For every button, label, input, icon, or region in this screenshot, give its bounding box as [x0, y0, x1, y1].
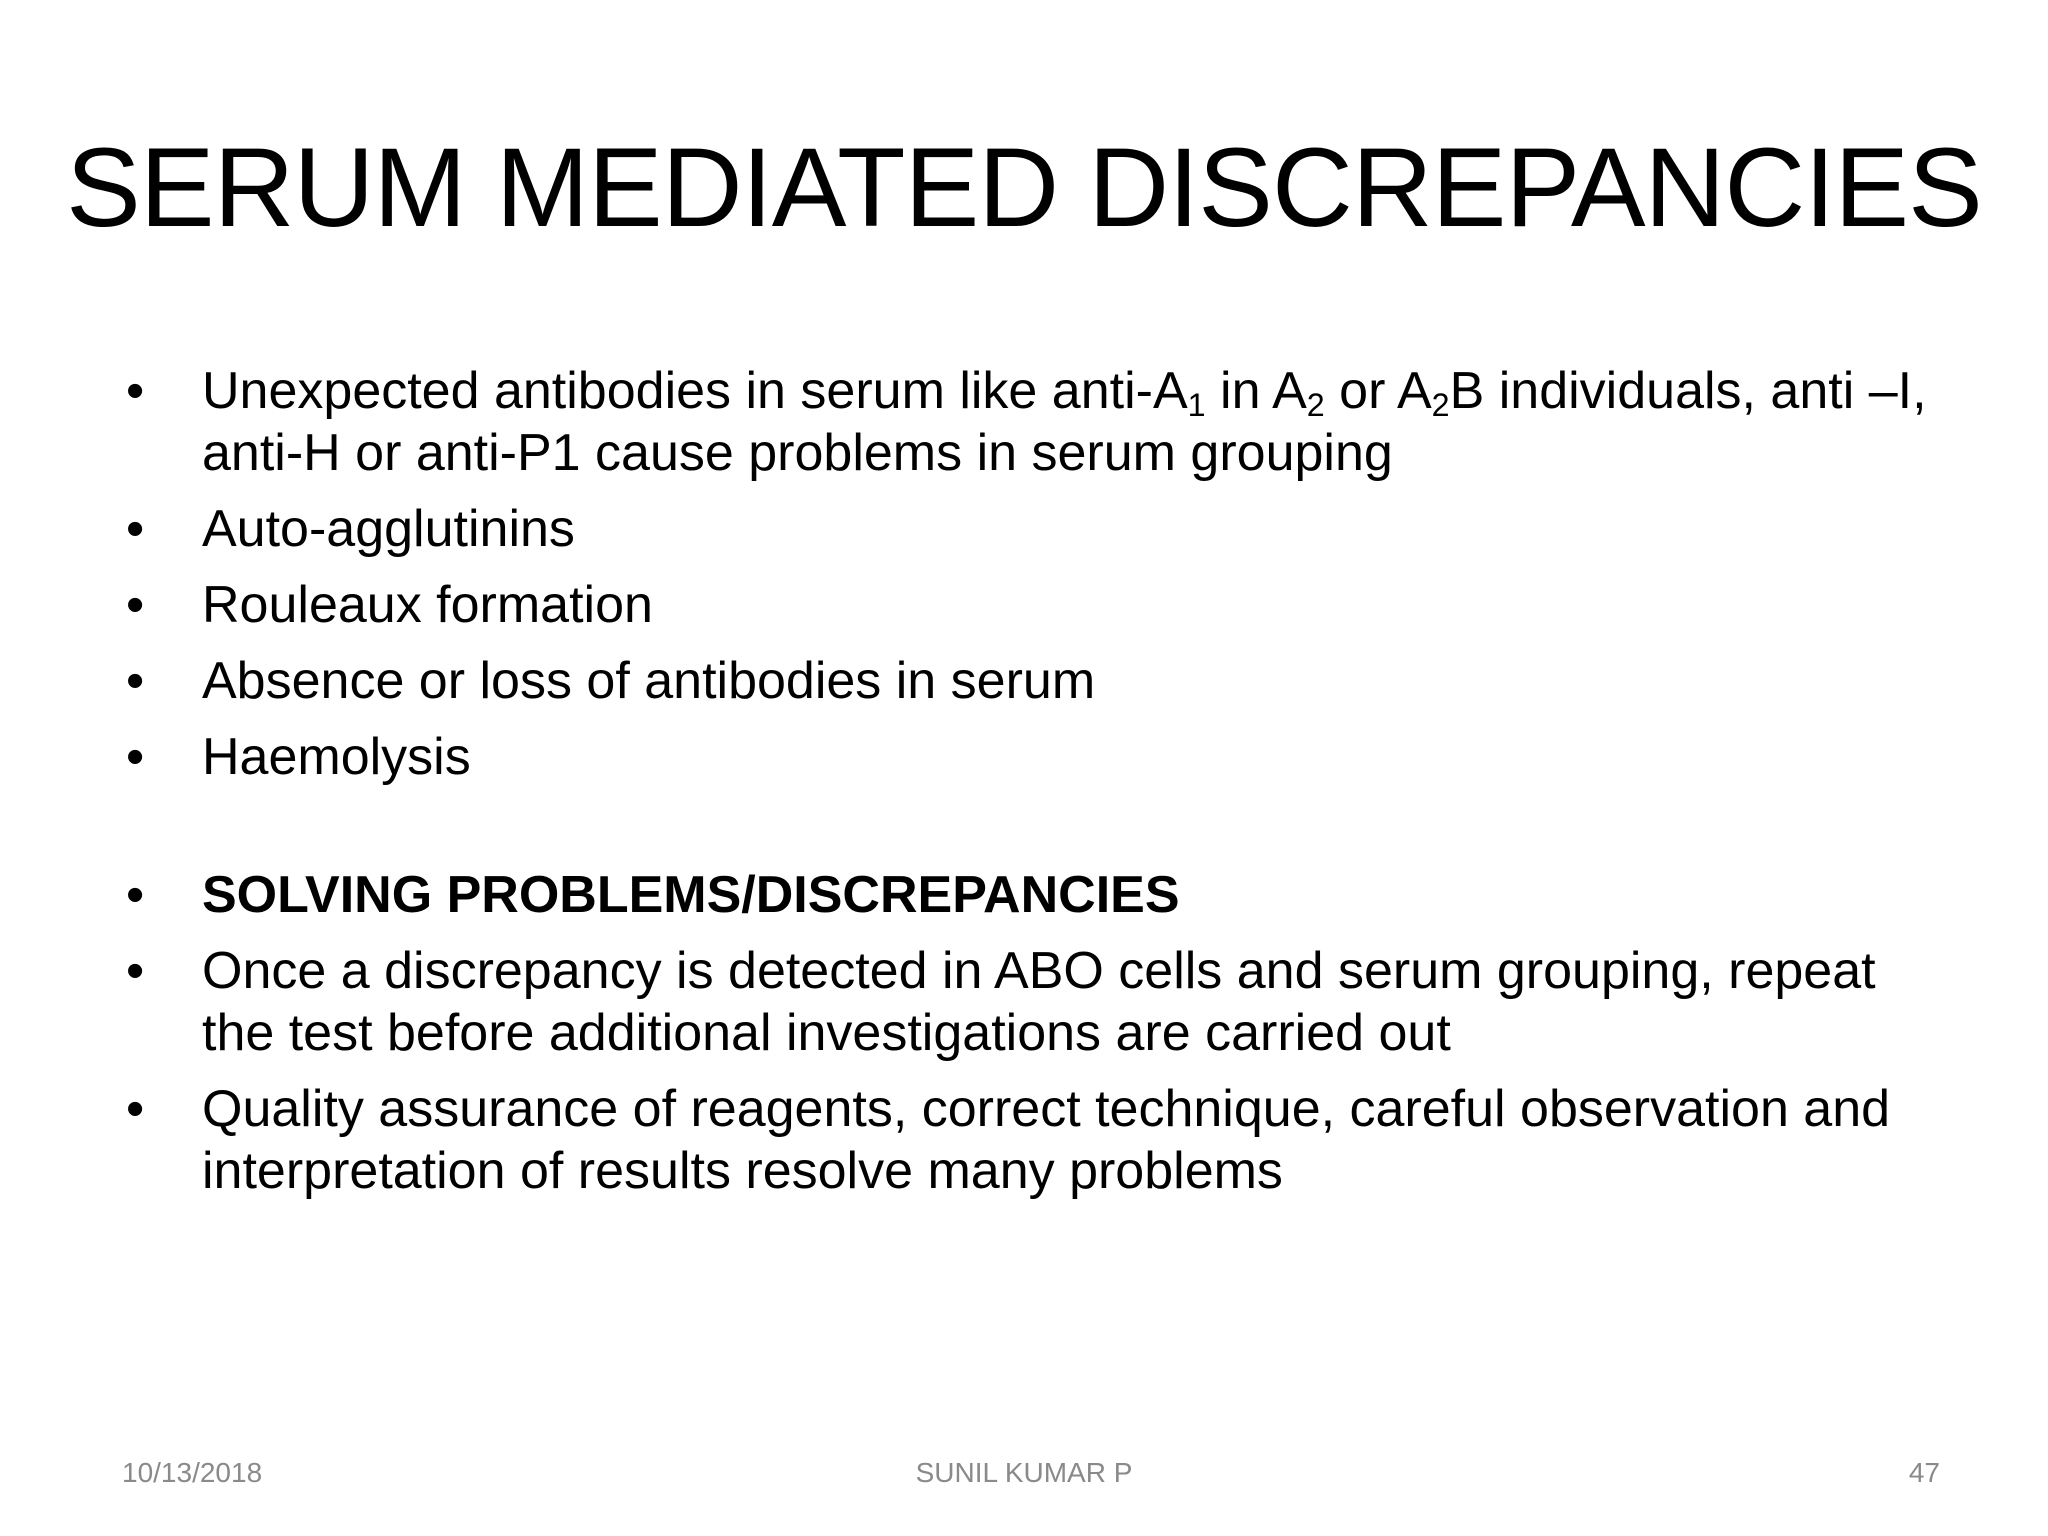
bullet-dot: •: [126, 652, 145, 710]
footer-author: SUNIL KUMAR P: [915, 1457, 1133, 1488]
bullet-text: Rouleaux formation: [202, 576, 653, 634]
bullet-text: Once a discrepancy is detected in ABO cells and serum grouping, repeat the test before additional investigations are carried out: [202, 942, 1876, 1062]
bullet-text: Absence or loss of antibodies in serum: [202, 652, 1096, 710]
bullet-text: Haemolysis: [202, 728, 471, 786]
bullet-item: [118, 498, 1958, 560]
bullet-item: [118, 940, 1958, 1064]
solving-heading-item: [118, 864, 1958, 926]
bullet-dot: •: [126, 866, 145, 924]
bullet-dot: •: [126, 362, 145, 420]
slide-title: SERUM MEDIATED DISCREPANCIES: [66, 125, 1982, 250]
bullet-dot: •: [126, 942, 145, 1000]
bullet-text: Quality assurance of reagents, correct technique, careful observation and interpretation of results resolve many problems: [202, 1080, 1891, 1200]
bullet-dot: •: [126, 576, 145, 634]
bullet-item: [118, 726, 1958, 788]
solving-heading: SOLVING PROBLEMS/DISCREPANCIES: [202, 866, 1180, 924]
bullet-text: Unexpected antibodies in serum like anti-$A_1$ in $A_2$ or $A_2B$ individuals, anti –I, anti-H or anti-P1 cause problems in serum grouping: [202, 362, 1927, 482]
bullet-dot: •: [126, 1080, 145, 1138]
bullet-dot: •: [126, 500, 145, 558]
bullet-list: [118, 360, 1958, 1216]
bullet-text: Auto-agglutinins: [202, 500, 575, 558]
bullet-spacer: [118, 802, 1958, 864]
bullet-item: [118, 360, 1958, 484]
bullet-item: [118, 650, 1958, 712]
footer-date: 10/13/2018: [122, 1457, 263, 1488]
footer-page-number: 47: [1908, 1457, 1940, 1488]
bullet-item: [118, 574, 1958, 636]
bullet-dot: •: [126, 728, 145, 786]
bullet-item: [118, 1078, 1958, 1202]
